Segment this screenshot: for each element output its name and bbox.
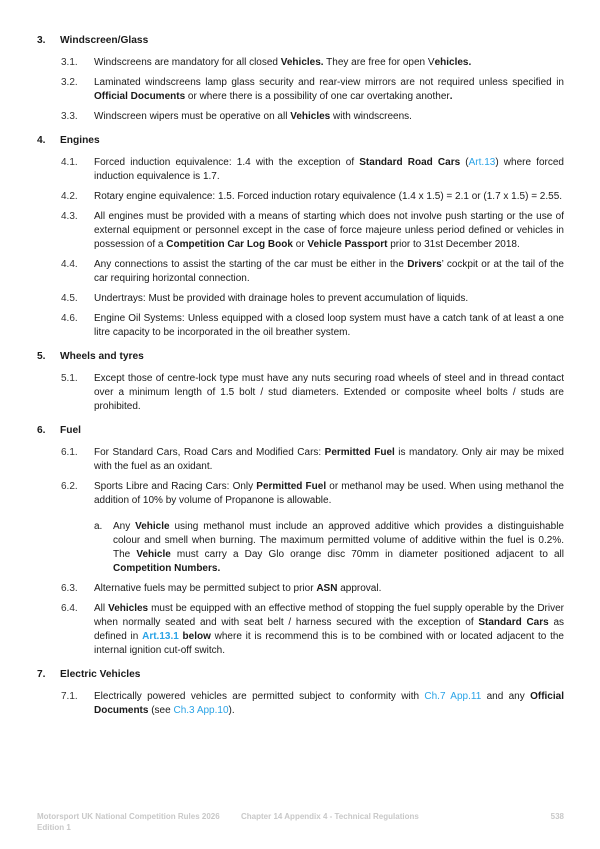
defined-term: Vehicle Passport bbox=[307, 239, 388, 250]
clause-text bbox=[94, 602, 564, 658]
text-run: All engines must be provided with a means of starting which does not involve push starting or the use of external equipment or personnel except in the case of force majeure unless period defined or vehicles in possession of a bbox=[94, 211, 564, 250]
text-run: Laminated windscreens lamp glass security and rear-view mirrors are not required unless specified in bbox=[94, 77, 564, 88]
defined-term: . bbox=[449, 91, 453, 102]
clause-text bbox=[94, 312, 564, 340]
clause-text bbox=[94, 76, 564, 104]
sub-clause-letter: a. bbox=[94, 521, 103, 532]
section-number: 3. bbox=[37, 35, 46, 46]
text-run: is mandatory. Only air may be mixed with the fuel as an oxidant. bbox=[94, 447, 564, 472]
text-run: They are free for open V bbox=[323, 57, 435, 68]
clause-text bbox=[94, 690, 564, 718]
footer-publication bbox=[37, 811, 220, 833]
clause-text bbox=[94, 110, 564, 124]
text-run: Any bbox=[113, 521, 136, 532]
sub-clause bbox=[94, 520, 564, 576]
defined-term: Vehicles. bbox=[280, 57, 324, 68]
text-run: Undertrays: Must be provided with drainage holes to prevent accumulation of liquids. bbox=[94, 293, 469, 304]
clause-number: 3.1. bbox=[61, 57, 78, 68]
defined-term: below bbox=[182, 631, 211, 642]
section-number: 6. bbox=[37, 425, 46, 436]
section-heading bbox=[37, 668, 564, 682]
footer-edition: Edition 1 bbox=[37, 823, 71, 832]
clause-text bbox=[94, 258, 564, 286]
defined-term: Vehicles bbox=[108, 603, 149, 614]
text-run: Alternative fuels may be permitted subject to prior bbox=[94, 583, 317, 594]
text-run: Forced induction equivalence: 1.4 with the exception of bbox=[94, 157, 360, 168]
cross-reference-link[interactable]: Art.13 bbox=[468, 157, 496, 168]
clause-number: 3.3. bbox=[61, 111, 78, 122]
clause-number: 5.1. bbox=[61, 373, 78, 384]
text-run: with windscreens. bbox=[330, 111, 412, 122]
clause bbox=[61, 210, 564, 252]
defined-term: Permitted Fuel bbox=[256, 481, 327, 492]
defined-term: Official Documents bbox=[94, 91, 186, 102]
text-run: All bbox=[94, 603, 109, 614]
clause bbox=[61, 602, 564, 658]
cross-reference-link[interactable]: Ch.7 App.11 bbox=[424, 691, 482, 702]
clause bbox=[61, 312, 564, 340]
section-number: 7. bbox=[37, 669, 46, 680]
clause-number: 6.3. bbox=[61, 583, 78, 594]
section-title: Windscreen/Glass bbox=[60, 35, 149, 46]
defined-term: Vehicles bbox=[290, 111, 331, 122]
section-title: Engines bbox=[60, 135, 100, 146]
defined-term: ehicles. bbox=[434, 57, 472, 68]
text-run: must carry a Day Glo orange disc 70mm in diameter positioned adjacent to all bbox=[170, 549, 564, 560]
clause bbox=[61, 190, 564, 204]
text-run: or where there is a possibility of one car overtaking another bbox=[185, 91, 450, 102]
cross-reference-link[interactable]: Ch.3 App.10 bbox=[173, 705, 229, 716]
defined-term: Standard Road Cars bbox=[359, 157, 461, 168]
defined-term: Permitted Fuel bbox=[324, 447, 395, 458]
text-run: ( bbox=[460, 157, 469, 168]
section-title: Fuel bbox=[60, 425, 81, 436]
clause-number: 4.1. bbox=[61, 157, 78, 168]
text-run: Except those of centre-lock type must have any nuts securing road wheels of steel and in thread contact over a minimum length of 1.5 bolt / stud diameters. Extended or composite wheel bolts / studs are prohibited. bbox=[94, 373, 564, 412]
defined-term: Competition Numbers. bbox=[113, 563, 221, 574]
clause-number: 4.2. bbox=[61, 191, 78, 202]
clause bbox=[61, 156, 564, 184]
section bbox=[37, 350, 564, 414]
text-run: where it is recommend this is to be combined with or located adjacent to the internal ignition cut-off switch. bbox=[94, 631, 564, 656]
clause bbox=[61, 258, 564, 286]
defined-term: ASN bbox=[316, 583, 338, 594]
text-run: For Standard Cars, Road Cars and Modified Cars: bbox=[94, 447, 325, 458]
text-run: (see bbox=[148, 705, 174, 716]
text-run: or bbox=[292, 239, 308, 250]
clause-text bbox=[94, 190, 564, 204]
clause bbox=[61, 76, 564, 104]
defined-term: Vehicle bbox=[135, 521, 170, 532]
clause-number: 4.5. bbox=[61, 293, 78, 304]
clause-text bbox=[94, 210, 564, 252]
clause-text bbox=[94, 372, 564, 414]
clause-number: 7.1. bbox=[61, 691, 78, 702]
document-body bbox=[37, 34, 564, 728]
text-run: Any connections to assist the starting of the car must be either in the bbox=[94, 259, 408, 270]
clause bbox=[61, 56, 564, 70]
text-run: using methanol must include an approved additive which provides a distinguishable colour and smell when burning. The maximum permitted volume of additive within the fuel is 0.2%. The bbox=[113, 521, 564, 560]
text-run: ’ cockpit or at the tail of the car requiring horizontal connection. bbox=[94, 259, 564, 284]
text-run: Windscreen wipers must be operative on all bbox=[94, 111, 291, 122]
text-run: or methanol may be used. When using methanol the addition of 10% by volume of Propanone is allowable. bbox=[94, 481, 564, 506]
section-heading bbox=[37, 350, 564, 364]
clause-text bbox=[94, 156, 564, 184]
cross-reference-link[interactable]: Art.13.1 bbox=[142, 631, 179, 642]
text-run: approval. bbox=[337, 583, 382, 594]
clause-text bbox=[94, 480, 564, 508]
clause-number: 3.2. bbox=[61, 77, 78, 88]
text-run: Windscreens are mandatory for all closed bbox=[94, 57, 281, 68]
defined-term: Official Documents bbox=[94, 691, 564, 716]
text-run: Sports Libre and Racing Cars: Only bbox=[94, 481, 257, 492]
section-heading bbox=[37, 34, 564, 48]
defined-term: Vehicle bbox=[136, 549, 171, 560]
text-run: and any bbox=[481, 691, 531, 702]
text-run: Rotary engine equivalence: 1.5. Forced induction rotary equivalence (1.4 x 1.5) = 2.1 or (1.7 x 1.5) = 2.55. bbox=[94, 191, 563, 202]
section bbox=[37, 668, 564, 718]
clause-number: 4.6. bbox=[61, 313, 78, 324]
clause-number: 6.4. bbox=[61, 603, 78, 614]
clause bbox=[61, 480, 564, 508]
section bbox=[37, 424, 564, 658]
text-run: ) where forced induction equivalence is 1.7. bbox=[94, 157, 564, 182]
defined-term: Competition Car Log Book bbox=[166, 239, 293, 250]
sub-clause-text bbox=[113, 520, 564, 576]
text-run: must be equipped with an effective method of stopping the fuel supply operable by the Driver when normally seated and with seat belt / harness secured with the exception of bbox=[94, 603, 564, 628]
clause-number: 4.3. bbox=[61, 211, 78, 222]
clause-number: 6.2. bbox=[61, 481, 78, 492]
clause bbox=[61, 446, 564, 474]
clause bbox=[61, 690, 564, 718]
text-run: as defined in bbox=[94, 617, 565, 642]
text-run: ). bbox=[228, 705, 235, 716]
section-title: Wheels and tyres bbox=[60, 351, 144, 362]
clause-number: 6.1. bbox=[61, 447, 78, 458]
text-run: Engine Oil Systems: Unless equipped with a closed loop system must have a catch tank of at least a one litre capacity to be incorporated in the oil breather system. bbox=[94, 313, 564, 338]
clause-text bbox=[94, 56, 564, 70]
defined-term: Standard Cars bbox=[478, 617, 549, 628]
section-title: Electric Vehicles bbox=[60, 669, 141, 680]
footer-chapter: Chapter 14 Appendix 4 - Technical Regulations bbox=[241, 812, 419, 821]
text-run: Electrically powered vehicles are permitted subject to conformity with bbox=[94, 691, 425, 702]
clause bbox=[61, 372, 564, 414]
clause bbox=[61, 110, 564, 124]
section bbox=[37, 134, 564, 340]
section bbox=[37, 34, 564, 124]
text-run: prior to 31st December 2018. bbox=[387, 239, 520, 250]
defined-term: Drivers bbox=[407, 259, 442, 270]
clause-text bbox=[94, 446, 564, 474]
page-number: 538 bbox=[550, 812, 564, 821]
footer-title: Motorsport UK National Competition Rules 2026 bbox=[37, 812, 220, 821]
clause-text bbox=[94, 292, 564, 306]
section-number: 5. bbox=[37, 351, 46, 362]
section-heading bbox=[37, 134, 564, 148]
clause bbox=[61, 292, 564, 306]
section-number: 4. bbox=[37, 135, 46, 146]
section-heading bbox=[37, 424, 564, 438]
clause bbox=[61, 582, 564, 596]
clause-text bbox=[94, 582, 564, 596]
clause-number: 4.4. bbox=[61, 259, 78, 270]
